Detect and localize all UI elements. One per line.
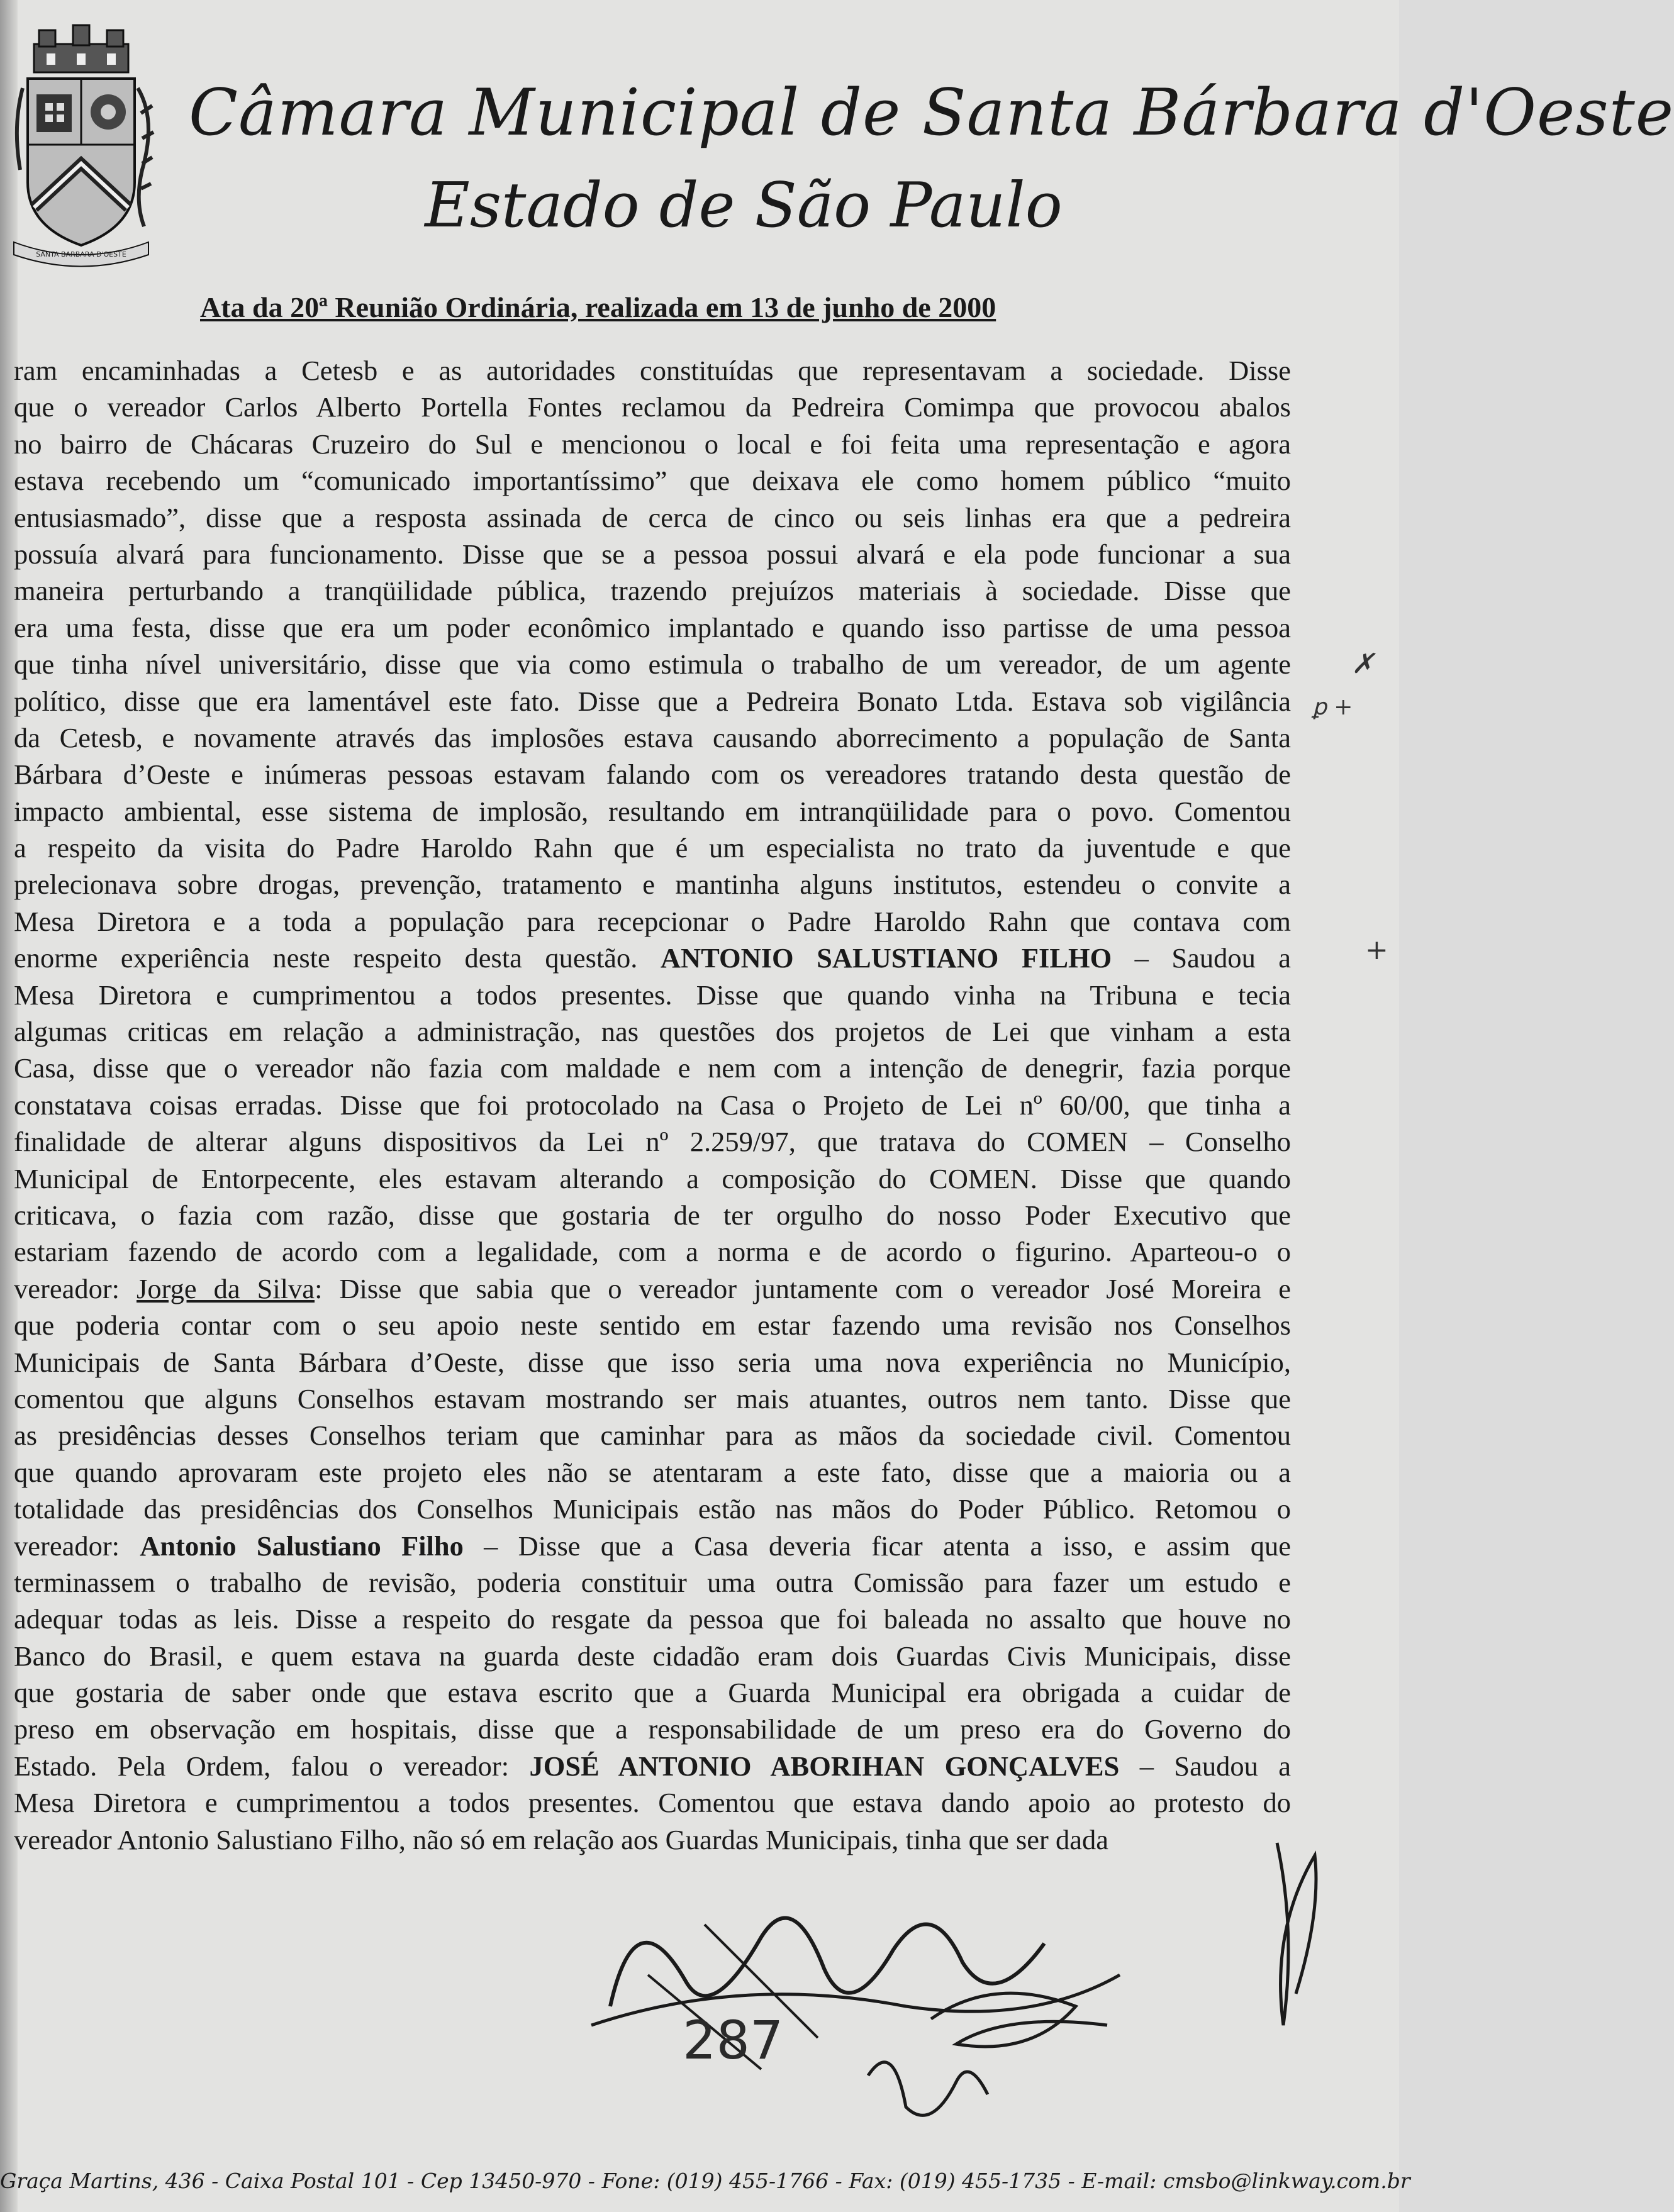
line-text: que gostaria de saber onde que estava escrito que a Guarda Municipal era obrigada a cuidar de <box>14 1677 1291 1709</box>
minutes-line <box>14 1454 1291 1491</box>
minutes-line <box>14 1564 1291 1601</box>
minutes-line <box>14 1748 1291 1784</box>
line-text: Estado. Pela Ordem, falou o vereador: <box>14 1750 530 1782</box>
line-text: vereador Antonio Salustiano Filho, não só em relação aos Guardas Municipais, tinha que ser dada <box>14 1823 1108 1855</box>
line-text: vereador: <box>14 1530 140 1562</box>
line-text: estava recebendo um “comunicado importantíssimo” que deixava ele como homem público “muito <box>14 465 1291 497</box>
minutes-line <box>14 389 1291 425</box>
line-text: enorme experiência neste respeito desta questão. <box>14 942 661 974</box>
line-text: Banco do Brasil, e quem estava na guarda deste cidadão eram dois Guardas Civis Municipais, disse <box>14 1640 1291 1672</box>
minutes-line <box>14 756 1291 792</box>
letterhead-title: Câmara Municipal de Santa Bárbara d'Oeste <box>189 75 1674 150</box>
page-number: 287 <box>683 2009 784 2071</box>
line-text: – Saudou a <box>1112 942 1291 974</box>
minutes-line <box>14 940 1291 976</box>
line-text: Mesa Diretora e cumprimentou a todos presentes. Comentou que estava dando apoio ao protesto do <box>14 1787 1291 1819</box>
speaker-name: Antonio Salustiano Filho <box>140 1530 464 1562</box>
minutes-body <box>14 352 1291 1858</box>
minutes-line <box>14 903 1291 940</box>
minutes-line <box>14 1197 1291 1233</box>
line-text: político, disse que era lamentável este fato. Disse que a Pedreira Bonato Ltda. Estava sob vigilância <box>14 685 1291 717</box>
line-text: preso em observação em hospitais, disse que a responsabilidade de um preso era do Governo do <box>14 1713 1291 1745</box>
margin-mark-2: ꝑ + <box>1312 694 1353 720</box>
minutes-line <box>14 1307 1291 1343</box>
minutes-title: Ata da 20ª Reunião Ordinária, realizada em 13 de junho de 2000 <box>200 291 996 323</box>
minutes-line <box>14 1050 1291 1086</box>
line-text: Municipal de Entorpecente, eles estavam alterando a composição do COMEN. Disse que quando <box>14 1162 1291 1194</box>
minutes-line <box>14 1087 1291 1123</box>
minutes-line <box>14 1123 1291 1160</box>
minutes-line <box>14 1784 1291 1821</box>
footer-address: Graça Martins, 436 - Caixa Postal 101 - Cep 13450-970 - Fone: (019) 455-1766 - Fax: (019) 455-1735 - E-mail: cmsbo@linkway.com.br <box>0 2169 1410 2193</box>
line-text: Municipais de Santa Bárbara d’Oeste, disse que isso seria uma nova experiência no Município, <box>14 1346 1291 1378</box>
speaker-name: JOSÉ ANTONIO ABORIHAN GONÇALVES <box>529 1750 1120 1782</box>
letterhead-subtitle: Estado de São Paulo <box>425 170 1063 242</box>
minutes-line <box>14 1528 1291 1564</box>
minutes-line <box>14 683 1291 720</box>
minutes-line <box>14 499 1291 536</box>
line-text: algumas criticas em relação a administração, nas questões dos projetos de Lei que vinham a esta <box>14 1016 1291 1048</box>
minutes-line <box>14 646 1291 682</box>
line-text: que tinha nível universitário, disse que via como estimula o trabalho de um vereador, de um agente <box>14 648 1291 681</box>
margin-annotations <box>1302 642 1397 969</box>
line-text: terminassem o trabalho de revisão, poderia constituir uma outra Comissão para fazer um estudo e <box>14 1566 1291 1598</box>
minutes-line <box>14 866 1291 903</box>
line-text: prelecionava sobre drogas, prevenção, tratamento e mantinha alguns institutos, estendeu o convite a <box>14 869 1291 901</box>
minutes-line <box>14 609 1291 646</box>
line-text: constatava coisas erradas. Disse que foi protocolado na Casa o Projeto de Lei nº 60/00, que tinha a <box>14 1089 1291 1121</box>
minutes-line <box>14 1160 1291 1197</box>
line-text: a respeito da visita do Padre Haroldo Rahn que é um especialista no trato da juventude e que <box>14 832 1291 864</box>
line-text: da Cetesb, e novamente através das implosões estava causando aborrecimento a população de Santa <box>14 721 1291 753</box>
minutes-line <box>14 462 1291 499</box>
line-text: estariam fazendo de acordo com a legalidade, com a norma e de acordo o figurino. Aparteou-o o <box>14 1236 1291 1268</box>
line-text: Mesa Diretora e a toda a população para recepcionar o Padre Haroldo Rahn que contava com <box>14 905 1291 937</box>
line-text: adequar todas as leis. Disse a respeito do resgate da pessoa que foi baleada no assalto que houve no <box>14 1603 1291 1635</box>
line-text: – Saudou a <box>1119 1750 1291 1782</box>
margin-mark-1: ✗ <box>1351 648 1375 680</box>
minutes-line <box>14 572 1291 609</box>
minutes-line <box>14 1270 1291 1307</box>
line-text: : Disse que sabia que o vereador juntamente com o vereador José Moreira e <box>315 1272 1291 1304</box>
minutes-line <box>14 1601 1291 1637</box>
minutes-line <box>14 977 1291 1013</box>
minutes-line <box>14 1233 1291 1270</box>
line-text: no bairro de Chácaras Cruzeiro do Sul e mencionou o local e foi feita uma representação e agora <box>14 428 1291 460</box>
line-text: Mesa Diretora e cumprimentou a todos presentes. Disse que quando vinha na Tribuna e tecia <box>14 979 1291 1011</box>
line-text: totalidade das presidências dos Conselhos Municipais estão nas mãos do Poder Público. Retomou o <box>14 1493 1291 1525</box>
line-text: ram encaminhadas a Cetesb e as autoridades constituídas que representavam a sociedade. Disse <box>14 355 1291 386</box>
line-text: possuía alvará para funcionamento. Disse que se a pessoa possui alvará e ela pode funcionar a sua <box>14 538 1291 570</box>
minutes-line <box>14 1013 1291 1050</box>
line-text: impacto ambiental, esse sistema de implosão, resultando em intranqüilidade para o povo. Comentou <box>14 795 1291 827</box>
speaker-name: Jorge da Silva <box>137 1272 315 1304</box>
minutes-line <box>14 720 1291 756</box>
minutes-line <box>14 352 1291 389</box>
line-text: Casa, disse que o vereador não fazia com maldade e nem com a intenção de denegrir, fazia porque <box>14 1052 1291 1084</box>
line-text: entusiasmado”, disse que a resposta assinada de cerca de cinco ou seis linhas era que a pedreira <box>14 501 1291 533</box>
speaker-name: ANTONIO SALUSTIANO FILHO <box>660 942 1112 974</box>
line-text: finalidade de alterar alguns dispositivos da Lei nº 2.259/97, que tratava do COMEN – Conselho <box>14 1126 1291 1158</box>
minutes-line <box>14 830 1291 866</box>
line-text: que quando aprovaram este projeto eles não se atentaram a este fato, disse que a maioria ou a <box>14 1456 1291 1488</box>
line-text: vereador: <box>14 1272 137 1304</box>
minutes-line <box>14 793 1291 830</box>
minutes-line <box>14 1638 1291 1674</box>
line-text: – Disse que a Casa deveria ficar atenta a isso, e assim que <box>463 1530 1291 1562</box>
signature-scribbles <box>554 1818 1384 2145</box>
line-text: comentou que alguns Conselhos estavam mostrando ser mais atuantes, outros nem tanto. Disse que <box>14 1382 1291 1414</box>
line-text: que o vereador Carlos Alberto Portella Fontes reclamou da Pedreira Comimpa que provocou abalos <box>14 391 1291 423</box>
minutes-line <box>14 1344 1291 1381</box>
line-text: Bárbara d’Oeste e inúmeras pessoas estavam falando com os vereadores tratando desta questão de <box>14 759 1291 791</box>
minutes-line <box>14 1711 1291 1747</box>
minutes-line <box>14 1674 1291 1711</box>
minutes-line <box>14 1381 1291 1417</box>
svg-text:SANTA BARBARA D'OESTE: SANTA BARBARA D'OESTE <box>36 250 126 258</box>
minutes-line <box>14 1417 1291 1453</box>
minutes-line <box>14 426 1291 462</box>
margin-mark-3: + <box>1365 934 1388 966</box>
minutes-line <box>14 1491 1291 1527</box>
line-text: que poderia contar com o seu apoio neste sentido em estar fazendo uma revisão nos Conselhos <box>14 1309 1291 1342</box>
line-text: as presidências desses Conselhos teriam que caminhar para as mãos da sociedade civil. Comentou <box>14 1420 1291 1452</box>
line-text: era uma festa, disse que era um poder econômico implantado e quando isso partisse de uma pessoa <box>14 611 1291 643</box>
line-text: maneira perturbando a tranqüilidade pública, trazendo prejuízos materiais à sociedade. Disse que <box>14 575 1291 607</box>
line-text: criticava, o fazia com razão, disse que gostaria de ter orgulho do nosso Poder Executivo que <box>14 1199 1291 1231</box>
minutes-line <box>14 536 1291 572</box>
